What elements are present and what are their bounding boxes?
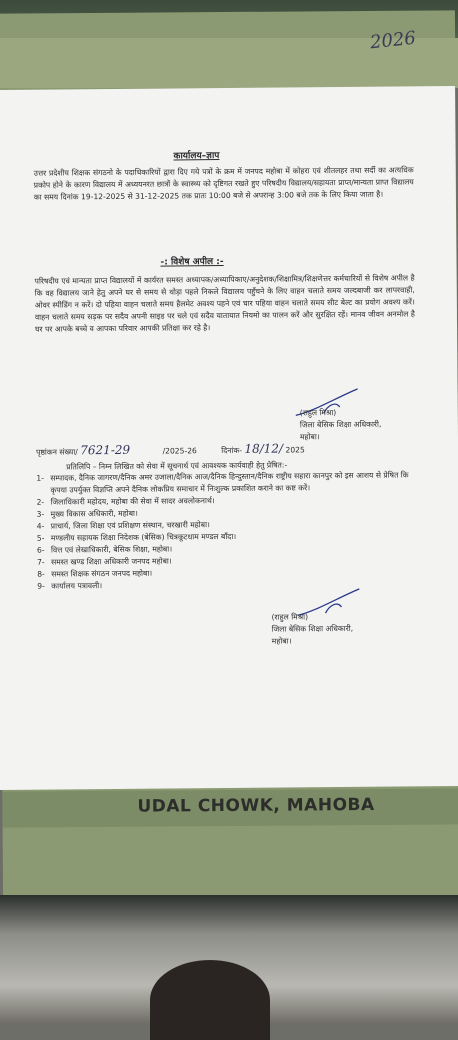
appeal-heading: -: विशेष अपील :- [160, 257, 224, 268]
copy-list [36, 469, 427, 592]
signatory-designation: जिला बेसिक शिक्षा अधिकारी, [271, 623, 354, 634]
reference-number: 7621-29 [80, 442, 131, 458]
list-item: 2- जिलाधिकारी महोदय, महोबा की सेवा में सादर अवलोकनार्थ। [36, 496, 215, 507]
list-item: 6- वित्त एवं लेखाधिकारी, बेसिक शिक्षा, महोबा। [36, 544, 173, 555]
paragraph-1: उत्तर प्रदेशीय शिक्षक संगठनो के पदाधिकारियों द्वारा दिए गये पत्रों के क्रम में जनपद महोबा में कोहरा एवं शीतलहर तथा सर्दी का अत्यधिक प्रकोप होने के कारण विद्यालय में अध्ययनरत छात्रों के स्वास्थ्य को दृष्टिगत रखते हुए परिषदीय विद्यालय/सहायता प्राप्त/मान्यता प्राप्त विद्यालय का समय दिनांक 19-12-2025 से 31-12-2025 तक प्रातः 10:00 बजे से अपरान्ह 3:00 बजे तक के लिए किया जाता है। [33, 165, 414, 202]
date-year: 2025 [285, 445, 305, 455]
signatory-designation: जिला बेसिक शिक्षा अधिकारी, [299, 419, 382, 430]
list-item: 9- कार्यालय पत्रावली। [37, 581, 103, 591]
list-item: 4- प्राचार्य, जिला शिक्षा एवं प्रशिक्षण संस्थान, चरखारी महोबा। [36, 520, 210, 531]
signature-block-1 [300, 406, 440, 443]
office-heading: कार्यालय–ज्ञाप [173, 151, 220, 162]
shoe-object [150, 960, 270, 1040]
reference-line [36, 442, 305, 458]
list-item: 8- समस्त शिक्षक संगठन जनपद महोबा। [37, 568, 153, 579]
reference-prefix: पृष्ठांकन संख्या/ [36, 447, 78, 457]
list-item: 3- मुख्य विकास अधिकारी, महोबा। [36, 508, 138, 519]
list-item: 5- मण्डलीय सहायक शिक्षा निदेशक (बेसिक) चित्रकूटधाम मण्डल बाँदा। [36, 531, 237, 543]
copy-intro: प्रतिलिपि – निम्न लिखित को सेवा में सूचनार्थ एवं आवश्यक कार्यवाही हेतु प्रेषित:- [66, 460, 288, 472]
signatory-name: (राहुल मिश्रा) [271, 612, 309, 622]
signature-block-2 [272, 610, 412, 647]
list-item: 1- सम्पादक, दैनिक जागरण/दैनिक अमर उजाला/दैनिक आज/दैनिक हिन्दुस्तान/दैनिक राष्ट्रीय सहारा कानपुर को इस आशय से प्रेषित कि कृपया उपर्युक्त विज्ञप्ति अपने दैनिक लोकप्रिय समाचार में निःशुल्क प्रकाशित कराने का कष्ट करें। [36, 470, 409, 495]
reference-year: /2025-26 [162, 446, 197, 456]
signatory-place: महोबा। [299, 432, 320, 442]
list-item: 7- समस्त खण्ड शिक्षा अधिकारी जनपद महोबा। [37, 556, 172, 567]
folder-cover-text: UDAL CHOWK, MAHOBA [137, 794, 375, 817]
handwritten-label: 2026 [369, 27, 417, 54]
date-label: दिनांक- [221, 445, 243, 456]
paragraph-2: परिषदीय एवं मान्यता प्राप्त विद्यालयों में कार्यरत समस्त अध्यापक/अध्यापिकाए/अनुदेशक/शिक्षामित्र/शिक्षणेत्तर कर्मचारियों से विशेष अपील है कि वह विद्यालय जाने हेतु अपने घर से समय से थोड़ा पहले निकले विद्यालय पहुँचने के लिए वाहन चलाते समय जल्दबाजी कर लापरवाही, ओवर स्पीडिंग न करें। दो पहिया वाहन चलाते समय हैलमेट अवश्य पहने एवं चार पहिया वाहन चलाते समय सीट बेल्ट का प्रयोग अवश्य करें। वाहन चलाते समय सड़क पर सदैव अपनी साइड पर चले एवं सदैव यातायात नियमो का पालन करें और सुरक्षित रहें। मानव जीवन अनमोल है घर पर आपके बच्चे व आपका परिवार आपकी प्रतिक्षा कर रहे है। [34, 273, 415, 334]
letter-page [0, 86, 458, 790]
date-value: 18/12/ [244, 441, 284, 456]
signatory-place: महोबा। [271, 636, 292, 646]
signatory-name: (राहुल मिश्रा) [299, 408, 337, 418]
